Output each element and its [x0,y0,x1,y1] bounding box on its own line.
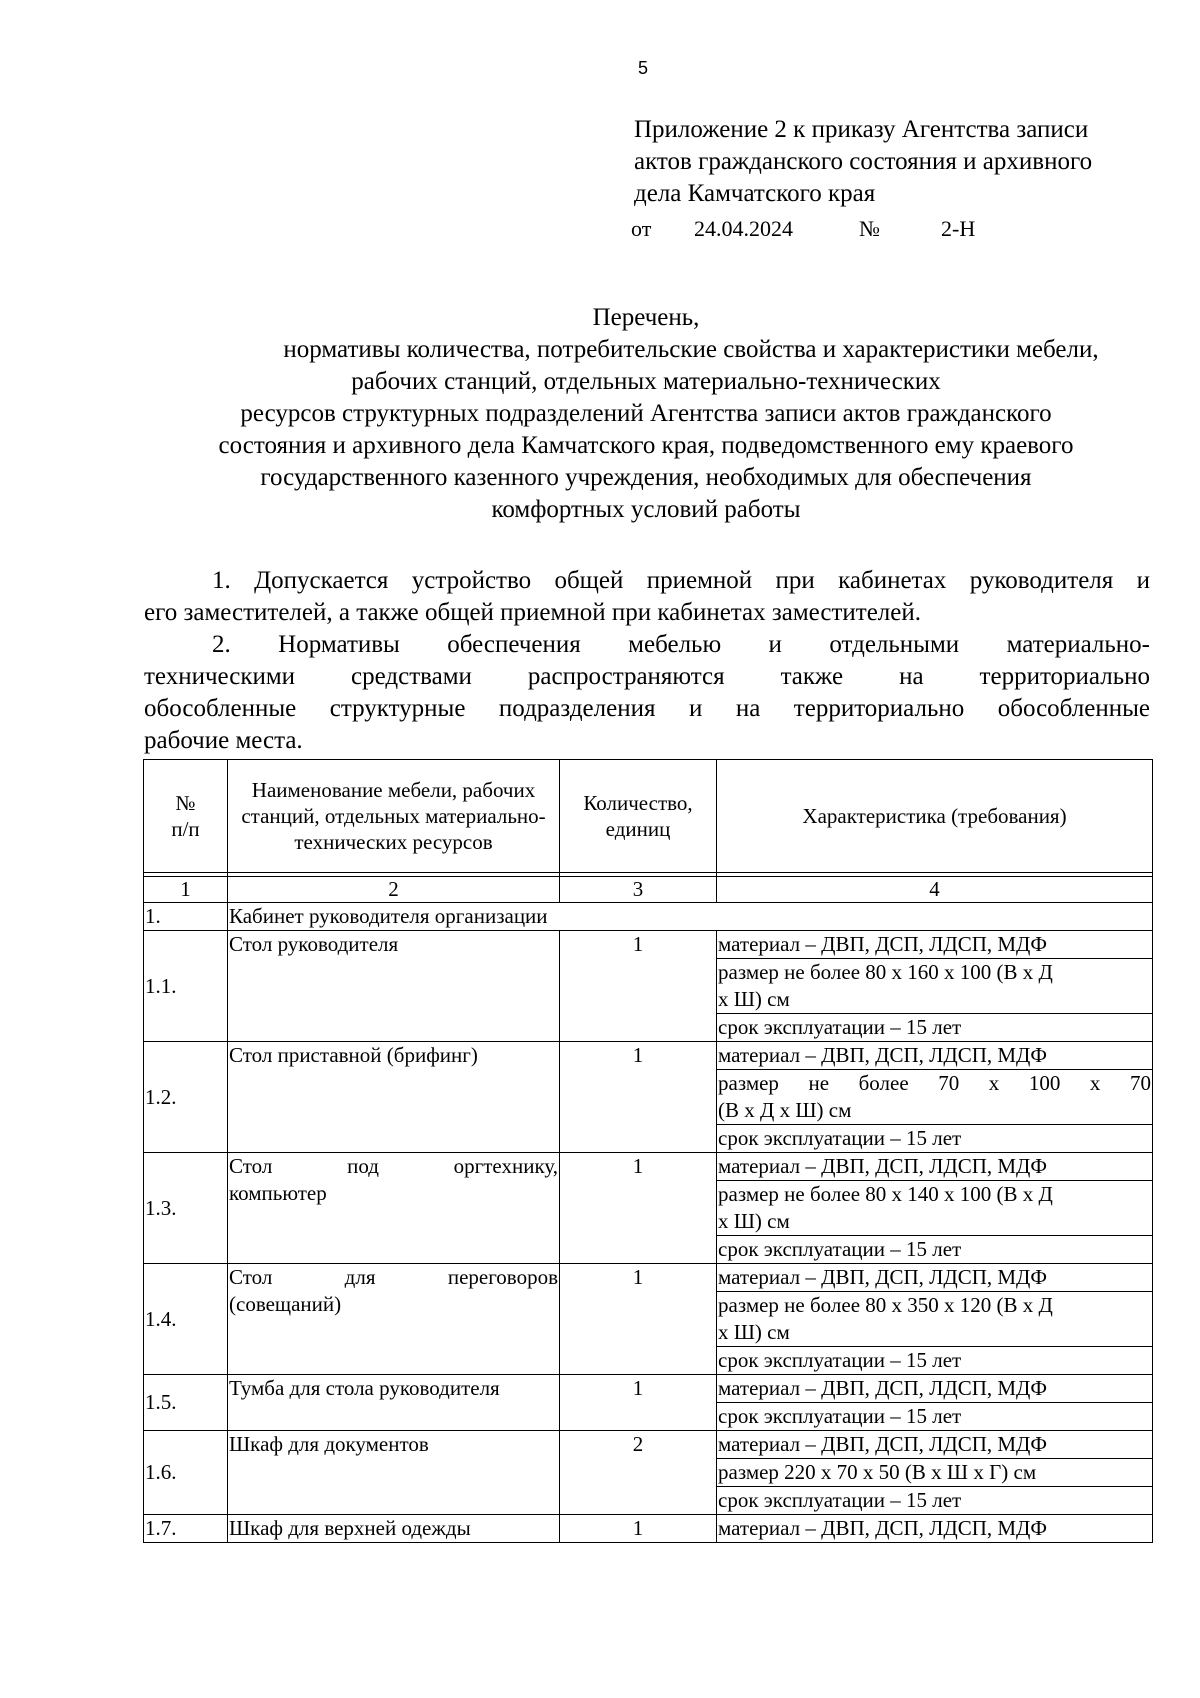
row-no: 1.5. [144,1375,228,1431]
row-spec: материал – ДВП, ДСП, ЛДСП, МДФ [717,1264,1153,1292]
row-qty: 1 [560,1264,717,1375]
table-header-row [144,760,1153,873]
paragraph-line: рабочие места. [144,727,303,754]
table-row [144,1153,1153,1181]
row-spec: (В х Д х Ш) см [718,1098,852,1122]
row-no: 1.4. [144,1264,228,1375]
row-spec: материал – ДВП, ДСП, ЛДСП, МДФ [717,1515,1153,1543]
row-name: Стол приставной (брифинг) [228,1042,560,1153]
order-from-label: от [631,216,652,241]
row-qty: 1 [560,931,717,1042]
title-line: нормативы количества, потребительские свойства и характеристики мебели, [283,336,1099,363]
row-spec: размер 220 х 70 х 50 (В х Ш х Г) см [717,1459,1153,1487]
paragraph-line: техническими средствами распространяются также на территориально [144,663,1150,690]
row-name: Стол под оргтехнику, [229,1154,558,1178]
title-line: ресурсов структурных подразделений Агентства записи актов гражданского [240,400,1052,427]
header-no: № п/п [144,760,228,873]
row-spec: размер не более 80 х 350 х 120 (В х Д х Ш) см [717,1292,1153,1347]
paragraph-1 [144,565,1150,629]
row-spec: материал – ДВП, ДСП, ЛДСП, МДФ [717,1375,1153,1403]
row-spec: размер не более 80 х 140 х 100 (В х Д х Ш) см [717,1181,1153,1236]
row-spec-cell [717,1070,1153,1125]
row-spec: срок эксплуатации – 15 лет [717,1125,1153,1153]
table-row [144,1042,1153,1070]
paragraph-line: 2. Нормативы обеспечения мебелью и отдельными материально- [212,631,1150,658]
section-row [144,903,1153,931]
row-no: 1.2. [144,1042,228,1153]
table-row [144,1431,1153,1459]
paragraph-line: 1. Допускается устройство общей приемной при кабинетах руководителя и [212,567,1150,594]
table-row [144,931,1153,959]
row-name: (совещаний) [229,1292,342,1316]
row-spec: срок эксплуатации – 15 лет [717,1236,1153,1264]
row-name: Стол для переговоров [229,1265,558,1289]
row-no: 1.6. [144,1431,228,1515]
paragraph-line: его заместителей, а также общей приемной при кабинетах заместителей. [144,599,922,626]
section-name: Кабинет руководителя организации [228,903,1153,931]
order-number: 2-Н [941,216,976,241]
row-no: 1.7. [144,1515,228,1543]
row-qty: 2 [560,1431,717,1515]
order-date: 24.04.2024 [694,216,793,241]
section-no: 1. [144,903,228,931]
title-line: рабочих станций, отдельных материально-технических [351,368,941,395]
column-number: 3 [560,877,717,903]
header-qty: Количество, единиц [560,760,717,873]
row-no: 1.1. [144,931,228,1042]
row-qty: 1 [560,1515,717,1543]
row-name: Шкаф для документов [228,1431,560,1515]
paragraph-2 [144,629,1150,757]
row-qty: 1 [560,1375,717,1431]
appendix-line: Приложение 2 к приказу Агентства записи [634,116,1089,143]
row-name-cell [228,1153,560,1264]
paragraph-line: обособленные структурные подразделения и на территориально обособленные [144,695,1150,722]
row-no: 1.3. [144,1153,228,1264]
row-spec: материал – ДВП, ДСП, ЛДСП, МДФ [717,1042,1153,1070]
appendix-line: дела Камчатского края [634,180,876,207]
title-line: государственного казенного учреждения, необходимых для обеспечения [260,464,1032,491]
title-line: Перечень, [592,304,700,331]
column-number: 1 [144,877,228,903]
table-row [144,1515,1153,1543]
row-spec: размер не более 80 х 160 х 100 (В х Д х Ш) см [717,959,1153,1014]
column-number: 4 [717,877,1153,903]
row-spec: срок эксплуатации – 15 лет [717,1487,1153,1515]
row-name: компьютер [229,1181,327,1205]
title-line: состояния и архивного дела Камчатского края, подведомственного ему краевого [218,432,1074,459]
header-spec: Характеристика (требования) [717,760,1153,873]
row-name: Тумба для стола руководителя [228,1375,560,1431]
page-number: 5 [637,58,648,78]
column-number: 2 [228,877,560,903]
row-spec: материал – ДВП, ДСП, ЛДСП, МДФ [717,931,1153,959]
row-spec: срок эксплуатации – 15 лет [717,1403,1153,1431]
row-name-cell [228,1264,560,1375]
appendix-header [634,114,1194,210]
appendix-line: актов гражданского состояния и архивного [634,148,1093,175]
order-number-sign: № [859,216,880,241]
table-row [144,1264,1153,1292]
row-spec: срок эксплуатации – 15 лет [717,1347,1153,1375]
row-name: Стол руководителя [228,931,560,1042]
column-number-row [144,877,1153,903]
table-row [144,1375,1153,1403]
row-spec: материал – ДВП, ДСП, ЛДСП, МДФ [717,1431,1153,1459]
row-spec: срок эксплуатации – 15 лет [717,1014,1153,1042]
header-name: Наименование мебели, рабочих станций, отдельных материально-технических ресурсов [228,760,560,873]
document-title [140,302,1152,526]
row-name: Шкаф для верхней одежды [228,1515,560,1543]
row-qty: 1 [560,1153,717,1264]
row-spec: размер не более 70 х 100 х 70 [718,1071,1151,1095]
furniture-table [143,759,1153,1543]
row-spec: материал – ДВП, ДСП, ЛДСП, МДФ [717,1153,1153,1181]
row-qty: 1 [560,1042,717,1153]
title-line: комфортных условий работы [491,496,801,523]
